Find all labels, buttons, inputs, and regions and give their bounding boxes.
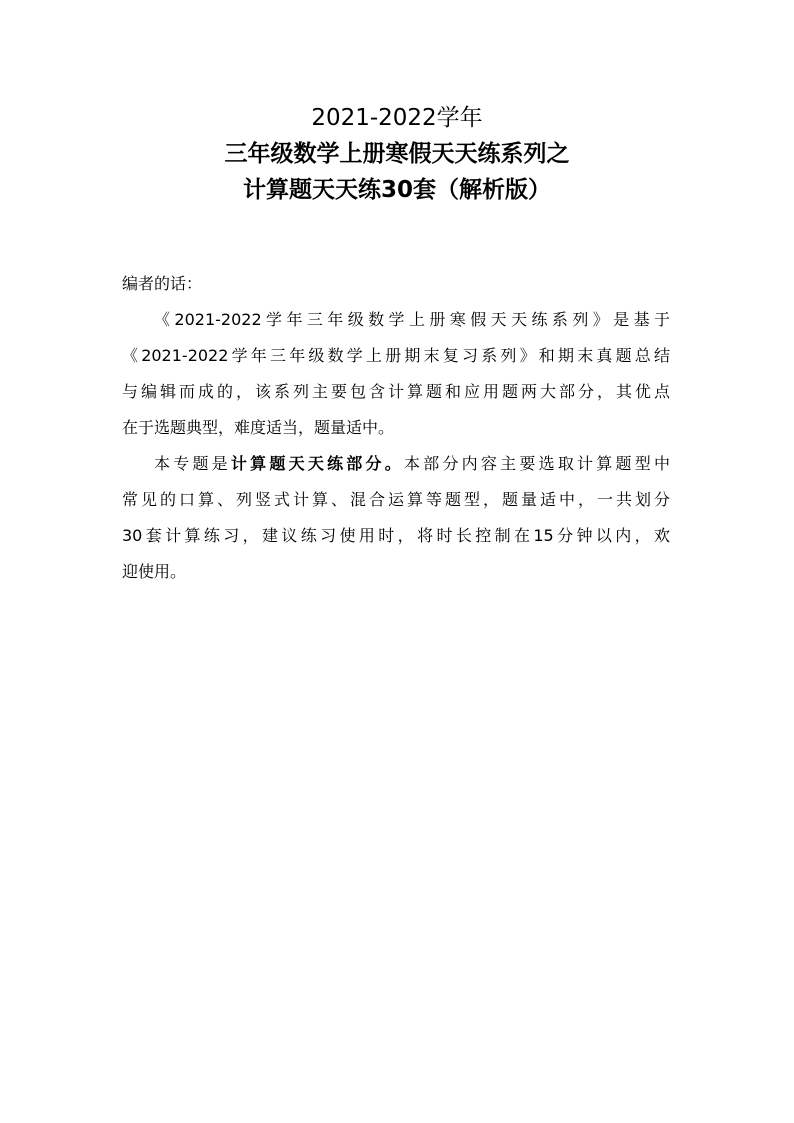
paragraph-2-continuation: 本部分内容主要选取计算题型中 <box>403 454 670 473</box>
paragraph-1-line: 在于选题典型，难度适当，题量适中。 <box>122 418 395 437</box>
paragraph-2-highlight: 计算题天天练部分。 <box>230 454 404 473</box>
paragraph-2-line: 迎使用。 <box>122 562 187 581</box>
paragraph-2-line: 常见的口算、列竖式计算、混合运算等题型，题量适中，一共划分 <box>122 490 670 509</box>
title-line-series: 三年级数学上册寒假天天练系列之 <box>224 141 570 167</box>
document-title <box>0 100 794 208</box>
paragraph-2-intro: 本专题是 <box>154 454 231 473</box>
paragraph-1 <box>122 302 670 446</box>
paragraph-2 <box>122 446 670 590</box>
paragraph-1-line: 《2021-2022学年三年级数学上册寒假天天练系列》是基于 <box>154 310 670 329</box>
document-body <box>122 266 670 590</box>
title-line-year: 2021-2022学年 <box>311 105 483 131</box>
paragraph-2-line: 30套计算练习，建议练习使用时，将时长控制在15分钟以内，欢 <box>122 526 670 545</box>
intro-label: 编者的话： <box>122 274 203 293</box>
title-line-subtitle: 计算题天天练30套（解析版） <box>242 177 551 203</box>
paragraph-1-line: 与编辑而成的，该系列主要包含计算题和应用题两大部分，其优点 <box>122 382 670 401</box>
paragraph-2-line <box>122 446 670 482</box>
paragraph-1-line: 《2021-2022学年三年级数学上册期末复习系列》和期末真题总结 <box>122 346 670 365</box>
